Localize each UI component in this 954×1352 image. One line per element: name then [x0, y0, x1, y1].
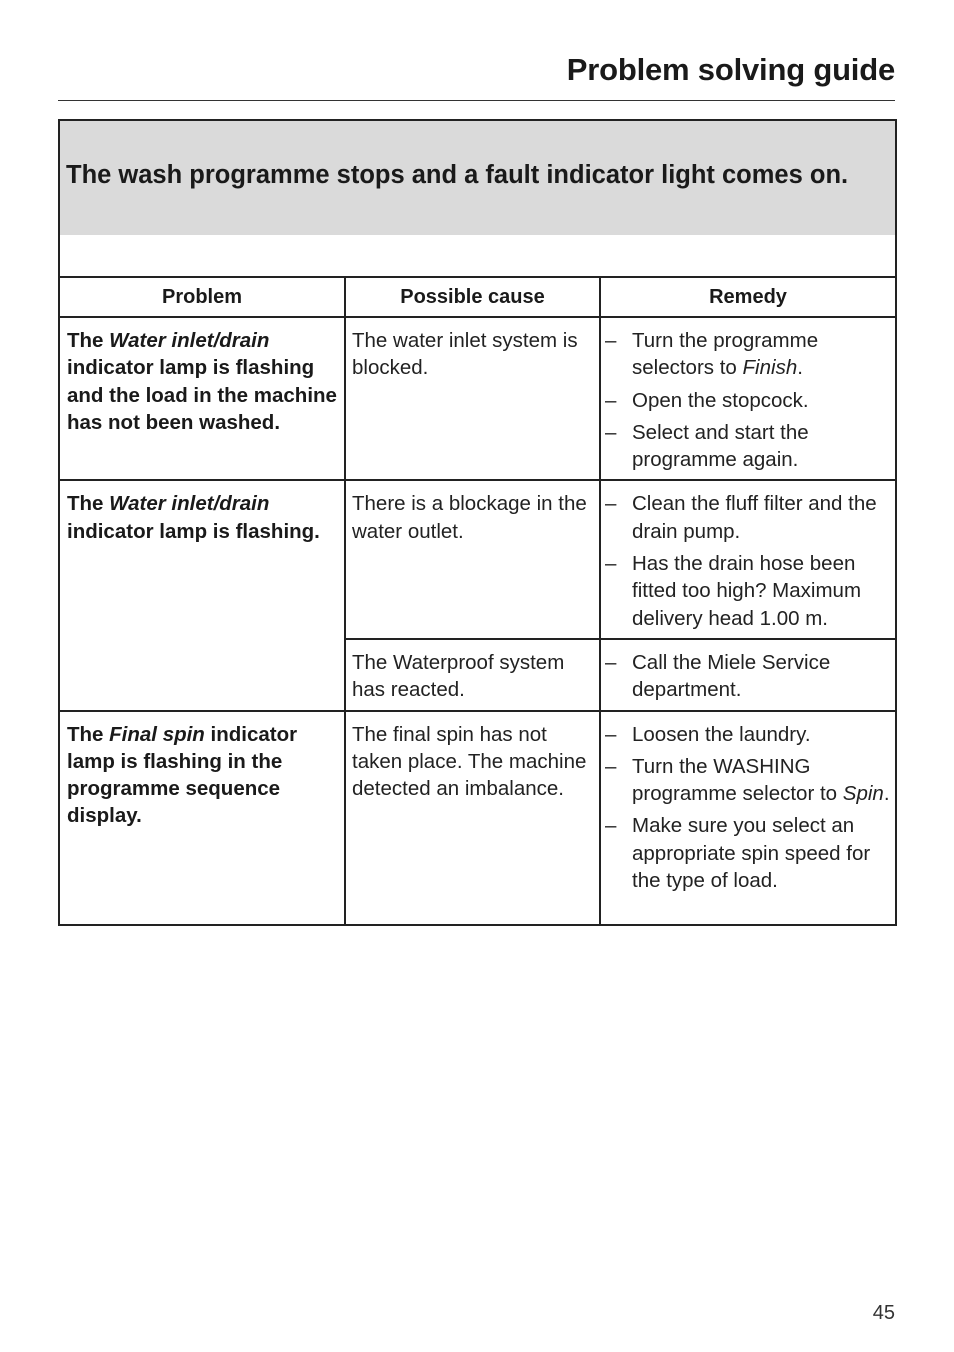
remedy-item: – Turn the programme selectors to Finish.	[605, 329, 819, 380]
header-remedy: Remedy	[600, 277, 896, 317]
table-row	[59, 317, 896, 480]
remedy-item: – Make sure you select an appropriate spin speed for the type of load.	[605, 814, 871, 893]
header-problem: Problem	[59, 277, 345, 317]
page-title: Problem solving guide	[566, 52, 895, 87]
problem-cell: The Water inlet/drain indicator lamp is flashing.	[59, 480, 345, 710]
remedy-cell	[600, 639, 896, 711]
remedy-cell	[600, 480, 896, 638]
problem-cell: The Water inlet/drain indicator lamp is flashing and the load in the machine has not been washed.	[59, 317, 345, 480]
remedy-cell	[600, 317, 896, 480]
title-divider	[58, 100, 895, 101]
cause-cell: There is a blockage in the water outlet.	[345, 480, 600, 638]
remedy-item: – Open the stopcock.	[605, 388, 809, 412]
remedy-item: – Loosen the laundry.	[605, 722, 811, 746]
remedy-item: – Turn the WASHING programme selector to Spin.	[605, 754, 890, 806]
cause-cell: The final spin has not taken place. The machine detected an imbalance.	[345, 711, 600, 925]
section-heading: The wash programme stops and a fault indicator light comes on.	[60, 121, 895, 235]
fault-section	[58, 119, 897, 278]
remedy-item: – Has the drain hose been fitted too high? Maximum delivery head 1.00 m.	[605, 552, 862, 630]
page-number: 45	[872, 1302, 895, 1324]
remedy-item: – Clean the fluff filter and the drain pump.	[605, 492, 877, 543]
cause-cell: The Waterproof system has reacted.	[345, 639, 600, 711]
cause-cell: The water inlet system is blocked.	[345, 317, 600, 480]
header-possible-cause: Possible cause	[345, 277, 600, 317]
remedy-item: – Call the Miele Service department.	[605, 650, 831, 702]
table-header-row	[59, 277, 896, 317]
remedy-item: – Select and start the programme again.	[605, 420, 809, 472]
problem-cell: The Final spin indicator lamp is flashing in the programme sequence display.	[59, 711, 345, 925]
remedy-cell	[600, 711, 896, 925]
section-spacer	[60, 235, 895, 278]
table-row	[59, 711, 896, 925]
problem-solving-table	[58, 276, 897, 926]
table-row	[59, 480, 896, 638]
